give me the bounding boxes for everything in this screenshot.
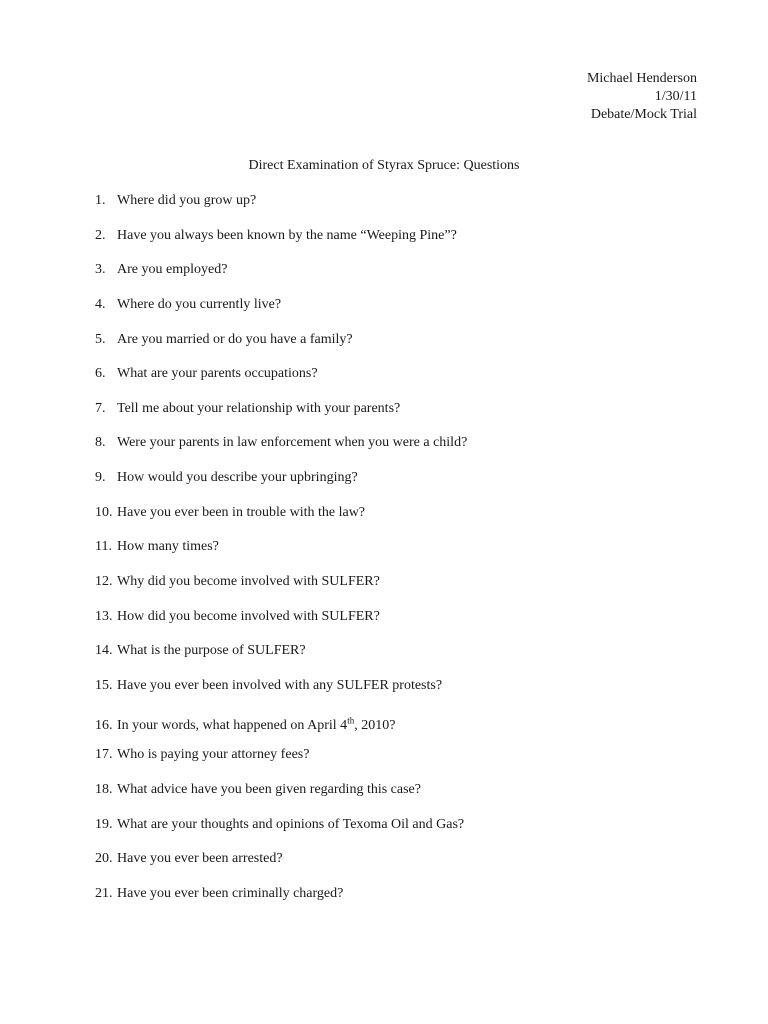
question-item: 15. Have you ever been involved with any SULFER protests? xyxy=(95,677,443,693)
question-text: Are you employed? xyxy=(117,262,228,278)
question-item: 12. Why did you become involved with SULFER? xyxy=(95,574,380,590)
question-text: Why did you become involved with SULFER? xyxy=(117,574,380,590)
document-header xyxy=(587,70,697,124)
question-text: How would you describe your upbringing? xyxy=(117,470,358,486)
question-text: Who is paying your attorney fees? xyxy=(117,747,310,763)
superscript-ordinal: th xyxy=(347,715,355,726)
document-date: 1/30/11 xyxy=(654,89,697,104)
question-text: Have you always been known by the name “Weeping Pine”? xyxy=(117,227,457,243)
question-item: 1. Where did you grow up? xyxy=(95,193,257,208)
question-item: 19. What are your thoughts and opinions of Texoma Oil and Gas? xyxy=(95,816,465,832)
question-text: In your words, what happened on April 4th, 2010? xyxy=(117,715,396,734)
document-title: Direct Examination of Styrax Spruce: Questions xyxy=(248,158,520,173)
question-text: How did you become involved with SULFER? xyxy=(117,608,380,624)
question-item: 8. Were your parents in law enforcement when you were a child? xyxy=(95,435,468,451)
question-item: 18. What advice have you been given regarding this case? xyxy=(95,781,421,797)
question-text: What are your thoughts and opinions of Texoma Oil and Gas? xyxy=(117,816,465,832)
question-text: What advice have you been given regarding this case? xyxy=(117,781,421,797)
question-item: 17. Who is paying your attorney fees? xyxy=(95,747,310,763)
question-text: Have you ever been in trouble with the law? xyxy=(117,504,366,520)
question-item: 9. How would you describe your upbringing? xyxy=(95,470,358,486)
question-text: Have you ever been criminally charged? xyxy=(117,885,344,901)
question-item: 4. Where do you currently live? xyxy=(95,296,282,312)
question-text: Where do you currently live? xyxy=(117,296,282,312)
question-item: 13. How did you become involved with SULFER? xyxy=(95,608,380,624)
question-text: What is the purpose of SULFER? xyxy=(117,643,306,659)
question-text: What are your parents occupations? xyxy=(117,366,318,382)
question-item: 3. Are you employed? xyxy=(95,262,228,278)
question-text: How many times? xyxy=(117,539,219,555)
question-item: 10. Have you ever been in trouble with the law? xyxy=(95,504,366,520)
question-text: Have you ever been arrested? xyxy=(117,851,283,867)
question-item: 5. Are you married or do you have a family? xyxy=(95,331,353,347)
author-name: Michael Henderson xyxy=(586,71,697,86)
question-text: Where did you grow up? xyxy=(117,193,257,208)
question-item: 14. What is the purpose of SULFER? xyxy=(95,643,306,659)
question-text: Have you ever been involved with any SULFER protests? xyxy=(117,677,443,693)
question-text: Are you married or do you have a family? xyxy=(117,331,353,347)
question-item: 6. What are your parents occupations? xyxy=(95,366,318,382)
question-item: 21. Have you ever been criminally charged? xyxy=(95,885,344,901)
question-item: 2. Have you always been known by the name “Weeping Pine”? xyxy=(95,227,457,243)
question-text: Were your parents in law enforcement when you were a child? xyxy=(117,435,468,451)
question-list xyxy=(95,192,467,919)
question-item: 20. Have you ever been arrested? xyxy=(95,851,283,867)
course-name: Debate/Mock Trial xyxy=(590,107,697,122)
question-item: 11. How many times? xyxy=(95,539,219,555)
question-item: 7. Tell me about your relationship with your parents? xyxy=(95,400,401,416)
question-text: Tell me about your relationship with your parents? xyxy=(117,400,401,416)
question-item: 16. In your words, what happened on April 4th, 2010? xyxy=(95,715,396,734)
